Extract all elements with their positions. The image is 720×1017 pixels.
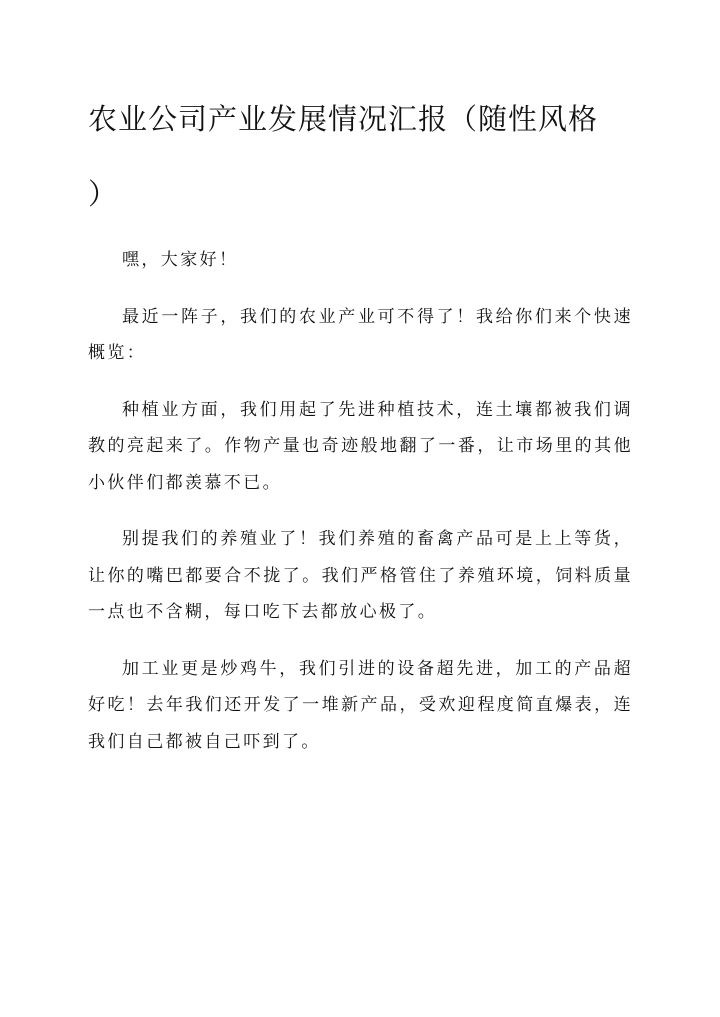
title-line-1: 农业公司产业发展情况汇报（随性风格: [88, 102, 599, 136]
paragraph-planting: 种植业方面，我们用起了先进种植技术，连土壤都被我们调教的亮起来了。作物产量也奇迹般地翻了一番，让市场里的其他小伙伴们都羡慕不已。: [88, 399, 633, 493]
document-body: [88, 242, 633, 780]
document-title: [88, 82, 633, 232]
paragraph-greeting: 嘿，大家好！: [122, 250, 239, 270]
paragraph-overview: 最近一阵子，我们的农业产业可不得了！我给你们来个快速概览：: [88, 306, 633, 363]
title-line-2: ）: [88, 177, 119, 211]
paragraph-breeding: 别提我们的养殖业了！我们养殖的畜禽产品可是上上等货，让你的嘴巴都要合不拢了。我们严格管住了养殖环境，饲料质量一点也不含糊，每口吃下去都放心极了。: [88, 529, 633, 622]
paragraph-processing: 加工业更是炒鸡牛，我们引进的设备超先进，加工的产品超好吃！去年我们还开发了一堆新产品，受欢迎程度简直爆表，连我们自己都被自己吓到了。: [88, 658, 633, 752]
